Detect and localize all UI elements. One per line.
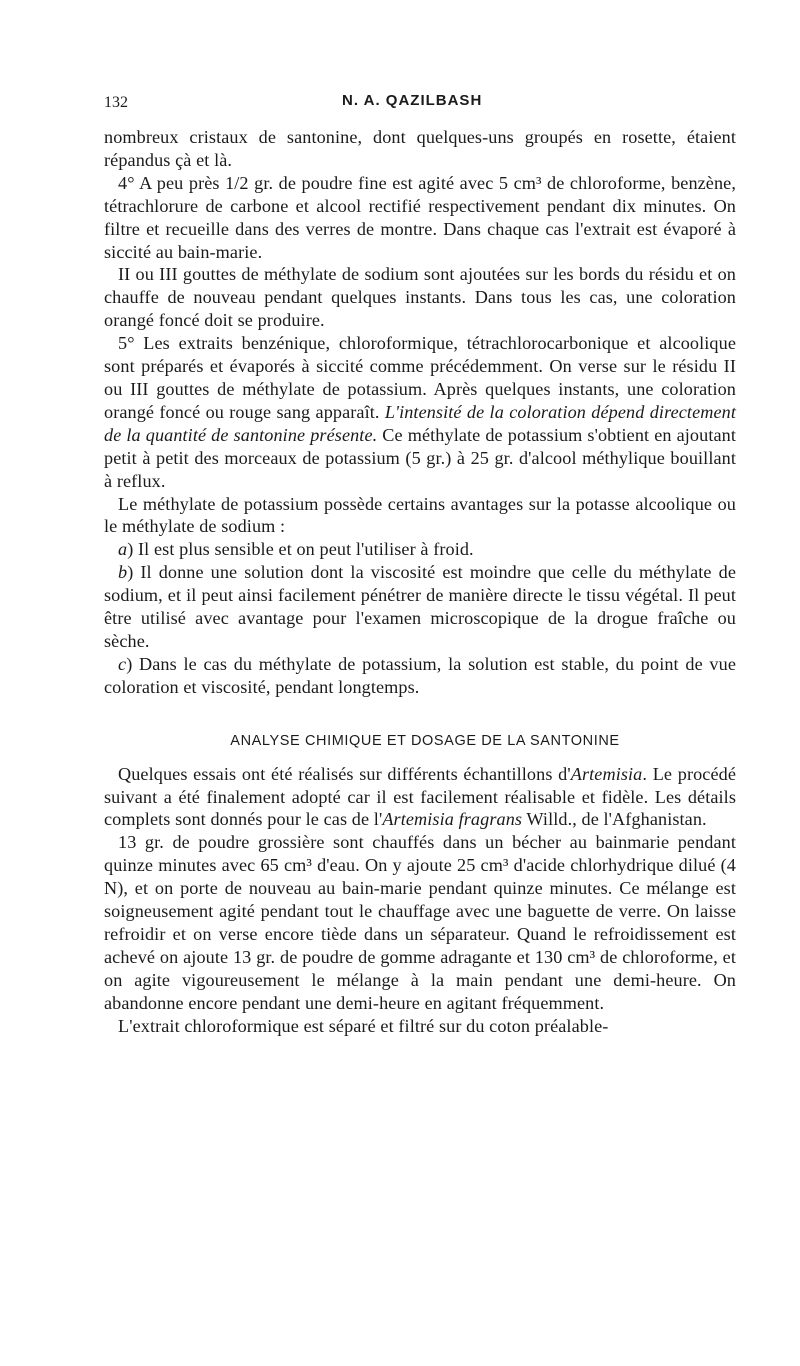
paragraph [104,831,736,1014]
italic-text: b [118,562,128,583]
text-run: Quelques essais ont été réalisés sur différents échantillons d' [118,763,571,784]
paragraph [104,561,736,653]
paragraph [104,263,736,332]
text-run: . Le procédé suivant a été finalement adopté car il est facilement réalisable et fidèle. Les détails complets sont donnés pour le cas de l' [104,763,736,830]
text-run: ) Il donne une solution dont la viscosité est moindre que celle du méthylate de sodium, et il peut ainsi facilement pénétrer de manière directe le tissu végétal. Il peut être utilisé avec avantage pour l'examen microscopique de la drogue fraîche ou sèche. [104,562,736,651]
paragraph [104,172,736,264]
paragraph [104,126,736,172]
italic-text: a [118,539,128,560]
italic-text: Artemisia [570,763,643,784]
running-head: N. A. QAZILBASH [342,92,483,109]
text-run: nombreux cristaux de santonine, dont quelques-uns groupés en rosette, étaient répandus çà et là. [104,127,736,170]
text-run: 13 gr. de poudre grossière sont chauffés dans un bécher au bainmarie pendant quinze minutes avec 65 cm³ d'eau. On y ajoute 25 cm³ d'acide chlorhydrique dilué (4 N), et on porte de nouveau au bain-marie pendant quinze minutes. Ce mélange est soigneusement agité pendant tout le chauffage avec une baguette de verre. On laisse refroidir et on verse encore tiède dans un séparateur. Quand le refroidissement est achevé on ajoute 13 gr. de poudre de gomme adragante et 130 cm³ de chloroforme, et on agite vigoureusement le mélange à la main pendant une demi-heure. On abandonne encore pendant une demi-heure en agitant fréquemment. [104,832,736,1013]
text-run: Willd., de l'Afghanistan. [522,809,707,830]
text-run: 4° A peu près 1/2 gr. de poudre fine est agité avec 5 cm³ de chloroforme, benzène, tétrachlorure de carbone et alcool rectifié respectivement pendant dix minutes. On filtre et recueille dans des verres de montre. Dans chaque cas l'extrait est évaporé à siccité au bain-marie. [104,172,736,262]
paragraphs-bottom [104,763,736,1038]
text-run: L'extrait chloroformique est séparé et filtré sur du coton préalable- [118,1015,609,1036]
paragraph [104,1015,736,1038]
page-number: 132 [104,94,128,111]
text-run: 5° Les extraits benzénique, chloroformique, tétrachlorocarbonique et alcoolique sont préparés et évaporés à siccité comme précédemment. On verse sur le résidu II ou III gouttes de méthylate de potassium. Après quelques instants, une coloration orangé foncé ou rouge sang apparaît. [104,333,736,422]
paragraphs-top [104,126,736,699]
page-header [104,92,736,118]
book-page [104,92,736,1038]
section-heading: ANALYSE CHIMIQUE ET DOSAGE DE LA SANTONINE [230,732,620,749]
paragraph [104,763,736,832]
italic-text: L'intensité de la coloration dépend directement de la quantité de santonine présente. [104,401,736,445]
text-run: ) Il est plus sensible et on peut l'utiliser à froid. [127,539,474,560]
paragraph [104,538,736,561]
italic-text: Artemisia fragrans [382,809,523,830]
paragraph [104,653,736,699]
italic-text: c [118,653,127,674]
paragraph [104,493,736,539]
text-run: II ou III gouttes de méthylate de sodium sont ajoutées sur les bords du résidu et on chauffe de nouveau pendant quelques instants. Dans tous les cas, une coloration orangé foncé doit se produire. [104,264,736,331]
text-run: Ce méthylate de potassium s'obtient en ajoutant petit à petit des morceaux de potassium (5 gr.) à 25 gr. d'alcool méthylique bouillant à reflux. [104,424,736,491]
paragraph [104,332,736,492]
body-text [104,126,736,1038]
text-run: Le méthylate de potassium possède certains avantages sur la potasse alcoolique ou le méthylate de sodium : [104,493,736,537]
text-run: ) Dans le cas du méthylate de potassium, la solution est stable, du point de vue coloration et viscosité, pendant longtemps. [104,653,736,697]
